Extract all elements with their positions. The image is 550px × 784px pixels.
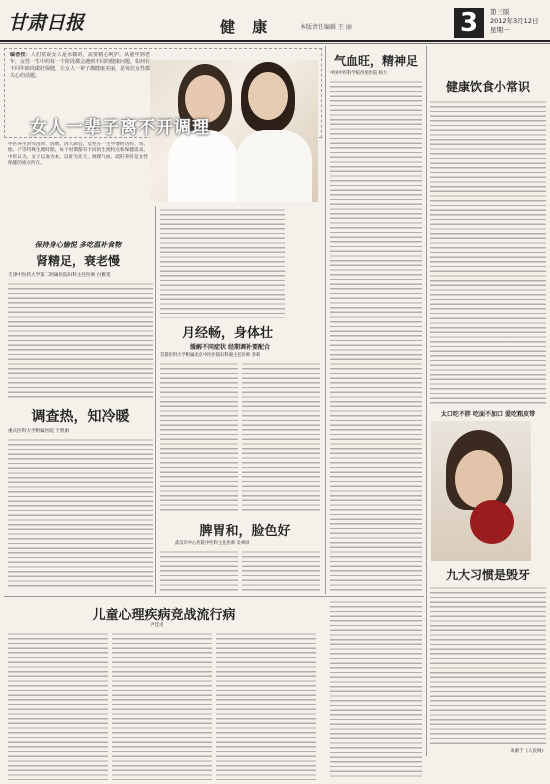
children-section-author: 尹佳贞	[150, 623, 164, 628]
menstrual-section-title: 月经畅，身体壮	[181, 326, 273, 341]
bottom-section-rule	[4, 596, 424, 597]
issue-date: 2012年3月12日	[490, 17, 539, 25]
editors-note-label: 编者按：	[10, 52, 31, 58]
children-section-title: 儿童心理疾病竞战流行病	[92, 608, 236, 623]
teeth-habits-title: 九大习惯是毁牙	[445, 568, 530, 582]
photo-figure-right-face	[248, 72, 288, 120]
kidney-section-body	[8, 282, 153, 400]
children-section-body-a	[8, 632, 108, 780]
spleen-section-title: 脾胃和，脸色好	[199, 524, 291, 539]
menstrual-section-author: 首都医科大学附属北京中医医院妇科副主任医师 李莉	[160, 353, 261, 358]
warmth-section-body	[8, 438, 153, 590]
column-divider-3	[426, 46, 427, 756]
section-title: 健 康	[220, 18, 274, 36]
column-divider-2	[325, 46, 326, 594]
apple-image	[470, 500, 514, 544]
sidebar-body	[430, 100, 546, 406]
feature-headline: 女人一辈子离不开调理	[30, 118, 210, 138]
issue-weekday: 星期一	[490, 26, 510, 34]
kidney-section-author: 天津中医药大学第二附属医院妇科主任医师 白雅雯	[8, 273, 111, 278]
qi-blood-section-author: 中国中医科学院西苑医院 杨力	[330, 71, 388, 76]
header-rule	[0, 40, 550, 42]
qi-blood-section-body	[330, 80, 422, 592]
editors-note-text: 人们常说女人是水做的，需要精心呵护。从童年到老年，女性一生中的每一个阶段都会遇到不同的健康问题。如何在不同年龄段做好保健，让女人一辈子都健康美丽，是每位女性都关心的话题。	[10, 52, 150, 79]
spleen-section-body-a	[160, 550, 238, 592]
column-divider-1	[155, 206, 156, 594]
teeth-habits-body	[430, 586, 546, 746]
editors-note	[10, 52, 150, 94]
feature-body-text-a	[160, 208, 285, 318]
photo-figure-left-body	[168, 130, 238, 202]
edition-info	[490, 8, 538, 35]
menstrual-section-body-a	[160, 362, 238, 512]
sidebar-source: 来源于《人民网》	[510, 749, 546, 754]
feature-intro-text: 中医养生讲究因时、因地、因人制宜，女性在一生中要经历经、带、胎、产等特殊生理时期，每个时期都有不同的生理特点和保健需求。中医认为，女子以血为本，以肝为先天，调理气血、疏肝养肝是女性保健的重点所在。	[8, 142, 148, 166]
sidebar-photo-face	[455, 450, 503, 508]
sidebar-title: 健康饮食小常识	[445, 80, 530, 94]
page-number: 3	[454, 8, 484, 38]
header-rule-thin	[0, 43, 550, 44]
sidebar-quote: 太口吃不胖 吃面不加口 爱吃粗皮带	[440, 411, 536, 418]
editor-credit: 本版责任编辑 王 丽	[300, 24, 352, 31]
edition-label: 第三版	[490, 8, 510, 16]
kidney-section-title: 肾精足，衰老慢	[35, 254, 120, 268]
children-section-body-d	[330, 600, 422, 780]
children-section-body-c	[216, 632, 316, 780]
spleen-section-body-b	[242, 550, 320, 592]
kidney-section-kicker: 保持身心愉悦 多吃温补食物	[34, 241, 122, 249]
photo-figure-right-body	[236, 130, 312, 202]
menstrual-section-body-b	[242, 362, 320, 512]
children-section-body-b	[112, 632, 212, 780]
menstrual-section-kicker: 缓解不同症状 经期调补要配合	[189, 344, 271, 351]
warmth-section-title: 调查热，知冷暖	[31, 409, 130, 425]
qi-blood-section-title: 气血旺，精神足	[333, 54, 418, 68]
newspaper-logo: 甘肃日报	[8, 12, 85, 34]
warmth-section-author: 重庆医科大学附属医院 于凯娟	[8, 429, 70, 434]
spleen-section-author: 武汉市中心医院中医科主任医师 吴翠屏	[175, 541, 250, 546]
